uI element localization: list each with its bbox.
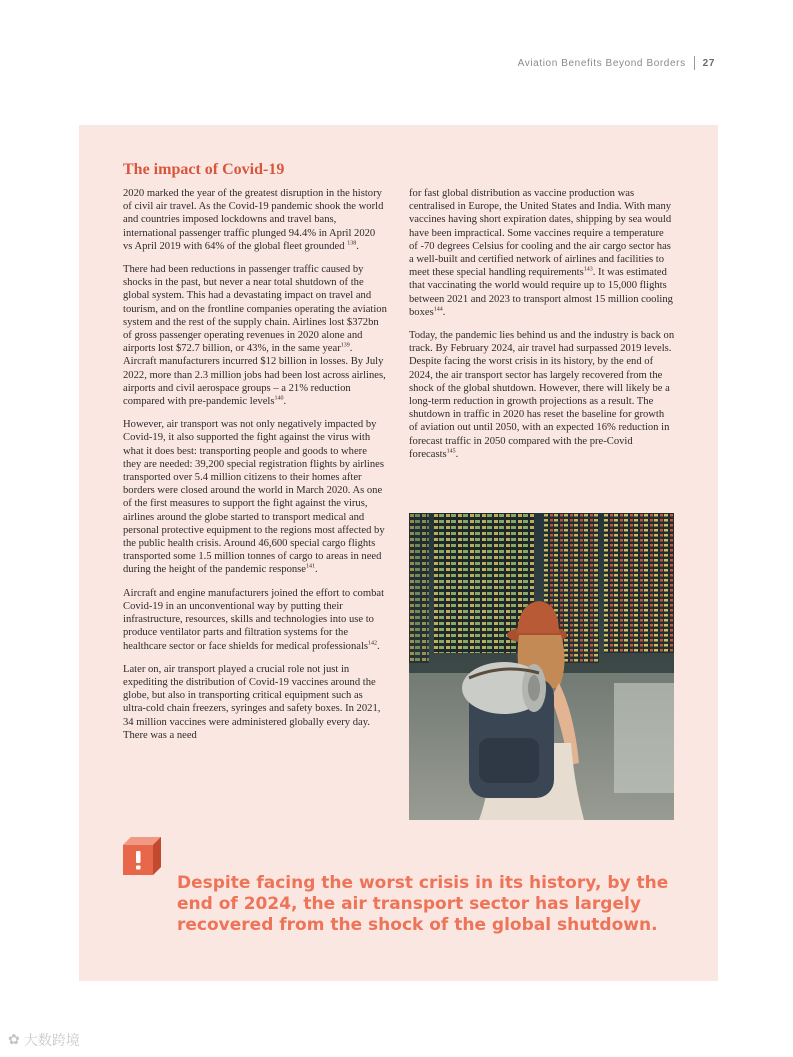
- watermark: [8, 1030, 80, 1050]
- paragraph: for fast global distribution as vaccine production was centralised in Europe, the United States and India. With many vaccines having short expiration dates, shipping by sea would have been impractical. Some vaccines require a temperature of -70 degrees Celsius for cooling and the air cargo sector has a well-built and certified network of airlines and facilities to meet these special handling requirements$^{143}$. It was estimated that vaccinating the world would require up to 15,000 flights between 2021 and 2023 to transport almost 15 million cooling boxes$^{144}$.: [409, 188, 673, 318]
- left-column: [123, 187, 387, 752]
- paragraph: [123, 663, 387, 742]
- footnote-ref[interactable]: 144: [433, 306, 443, 313]
- watermark-text: 大数跨境: [23, 1033, 80, 1049]
- paragraph-text: However, air transport was not only negatively impacted by Covid-19, it also supported the fight against the virus with what it does best: transporting people and goods to where they are needed: 39,200 special registration flights by airlines transported over 5.4 million citizens to their homes after borders were closed around the world in March 2020. As one of the first measures to support the fight against the virus, airlines around the globe started to transport medical and personal protective equipment to the regions most affected by the public health crisis. Around 46,600 special cargo flights transported some 1.5 million tonnes of cargo to areas in need during the height of the pandemic response: [123, 419, 385, 576]
- paragraph-text: . Aircraft manufacturers incurred $12 billion in losses. By July 2022, more than 2.3 million jobs had been lost across airlines, airports and civil aerospace groups – a 21% reduction compared with pre-pandemic levels: [123, 343, 386, 408]
- paragraph: However, air transport was not only negatively impacted by Covid-19, it also supported the fight against the virus with what it does best: transporting people and goods to where they are needed: 39,200 special registration flights by airlines transported over 5.4 million citizens to their homes after borders were closed around the world in March 2020. As one of the first measures to support the fight against the virus, airlines around the globe started to transport medical and personal protective equipment to the regions most affected by the public health crisis. Around 46,600 special cargo flights transported some 1.5 million tonnes of cargo to areas in need during the height of the pandemic response$^{141}$.: [123, 419, 385, 576]
- footnote-ref[interactable]: 142: [368, 639, 378, 646]
- paragraph-text: There had been reductions in passenger traffic caused by shocks in the past, but never a near total shutdown of the global system. This had a devastating impact on travel and tourism, and on the frontline companies operating the aviation system and the rest of the supply chain. Airlines lost $372bn of gross passenger operating revenues in 2020 alone and airports lost $72.7 billion, or 43%, in the same year: [123, 264, 387, 355]
- section-title: The impact of Covid-19: [123, 161, 285, 178]
- paragraph-text: Today, the pandemic lies behind us and the industry is back on track. By February 2024, air travel had surpassed 2019 levels. Despite facing the worst crisis in its history, by the end of 2024, the air transport sector has largely recovered from the shock of the global shutdown. However, there will likely be a long-term reduction in growth projections as a result. The shutdown in traffic in 2020 has reset the baseline for growth of aviation out until 2050, with an expected 16% reduction in forecast traffic in 2050 compared with the pre-Covid forecasts: [409, 330, 675, 460]
- footnote-ref[interactable]: 143: [583, 266, 593, 273]
- traveller-illustration: [409, 513, 674, 820]
- exclamation-box-icon: [123, 837, 161, 875]
- paragraph-text: Later on, air transport played a crucial role not just in expediting the distribution of Covid-19 vaccines around the globe, but also in transporting critical equipment such as ultra-cold chain freezers, syringes and safety boxes. In 2021, 34 million vaccines were administered globally every day. There was a need: [123, 663, 381, 741]
- paragraph-text: 2020 marked the year of the greatest disruption in the history of civil air travel. As the Covid-19 pandemic shook the world and countries imposed lockdowns and travel bans, international passenger traffic plunged 94.4% in April 2020 vs April 2019 with 64% of the global fleet grounded: [123, 188, 384, 252]
- paragraph-text: Aircraft and engine manufacturers joined the effort to combat Covid-19 in an unconventional way by putting their infrastructure, resources, skills and technologies into use to produce ventilator parts and filtration systems for the healthcare sector or face shields for medical professionals: [123, 587, 385, 652]
- header-divider: [694, 56, 695, 70]
- page-number: 27: [702, 57, 715, 69]
- paragraph: There had been reductions in passenger traffic caused by shocks in the past, but never a near total shutdown of the global system. This had a devastating impact on travel and tourism, and on the frontline companies operating the aviation system and the rest of the supply chain. Airlines lost $372bn of gross passenger operating revenues in 2020 alone and airports lost $72.7 billion, or 43%, in the same year$^{139}$. Aircraft manufacturers incurred $12 billion in losses. By July 2022, more than 2.3 million jobs had been lost across airlines, airports and civil aerospace groups – a 21% reduction compared with pre-pandemic levels$^{140}$.: [123, 264, 387, 408]
- paragraph-text: . It was estimated that vaccinating the world would require up to 15,000 flights between 2021 and 2023 to transport almost 15 million cooling boxes: [409, 267, 673, 318]
- paragraph: 2020 marked the year of the greatest disruption in the history of civil air travel. As the Covid-19 pandemic shook the world and countries imposed lockdowns and travel bans, international passenger traffic plunged 94.4% in April 2020 vs April 2019 with 64% of the global fleet grounded $^{138}$.: [123, 188, 384, 252]
- footnote-ref[interactable]: 145: [446, 448, 456, 455]
- footnote-ref[interactable]: 138: [347, 240, 357, 247]
- traveller-photo: [409, 513, 674, 820]
- footnote-ref[interactable]: 139: [340, 342, 350, 349]
- paragraph: Aircraft and engine manufacturers joined the effort to combat Covid-19 in an unconventional way by putting their infrastructure, resources, skills and technologies into use to produce ventilator parts and filtration systems for the healthcare sector or face shields for medical professionals$^{142}$.: [123, 587, 385, 652]
- publication-title: Aviation Benefits Beyond Borders: [517, 57, 686, 69]
- footnote-ref[interactable]: 141: [306, 563, 315, 570]
- paragraph-text: for fast global distribution as vaccine production was centralised in Europe, the United States and India. With many vaccines having short expiration dates, shipping by sea would have been impractical. Some vaccines require a temperature of -70 degrees Celsius for cooling and the air cargo sector has a well-built and certified network of airlines and facilities to meet these special handling requirements: [409, 188, 672, 279]
- paragraph: Today, the pandemic lies behind us and the industry is back on track. By February 2024, air travel had surpassed 2019 levels. Despite facing the worst crisis in its history, by the end of 2024, the air transport sector has largely recovered from the shock of the global shutdown. However, there will likely be a long-term reduction in growth projections as a result. The shutdown in traffic in 2020 has reset the baseline for growth of aviation out until 2050, with an expected 16% reduction in forecast traffic in 2050 compared with the pre-Covid forecasts$^{145}$.: [409, 330, 675, 460]
- watermark-logo-icon: ✿: [8, 1032, 20, 1048]
- covid-impact-panel: [79, 125, 718, 981]
- running-header: [518, 56, 715, 70]
- right-column: [409, 187, 675, 471]
- pull-quote: Despite facing the worst crisis in its history, by the end of 2024, the air transport sector has largely recovered from the shock of the global shutdown.: [177, 873, 669, 935]
- footnote-ref[interactable]: 140: [274, 395, 284, 402]
